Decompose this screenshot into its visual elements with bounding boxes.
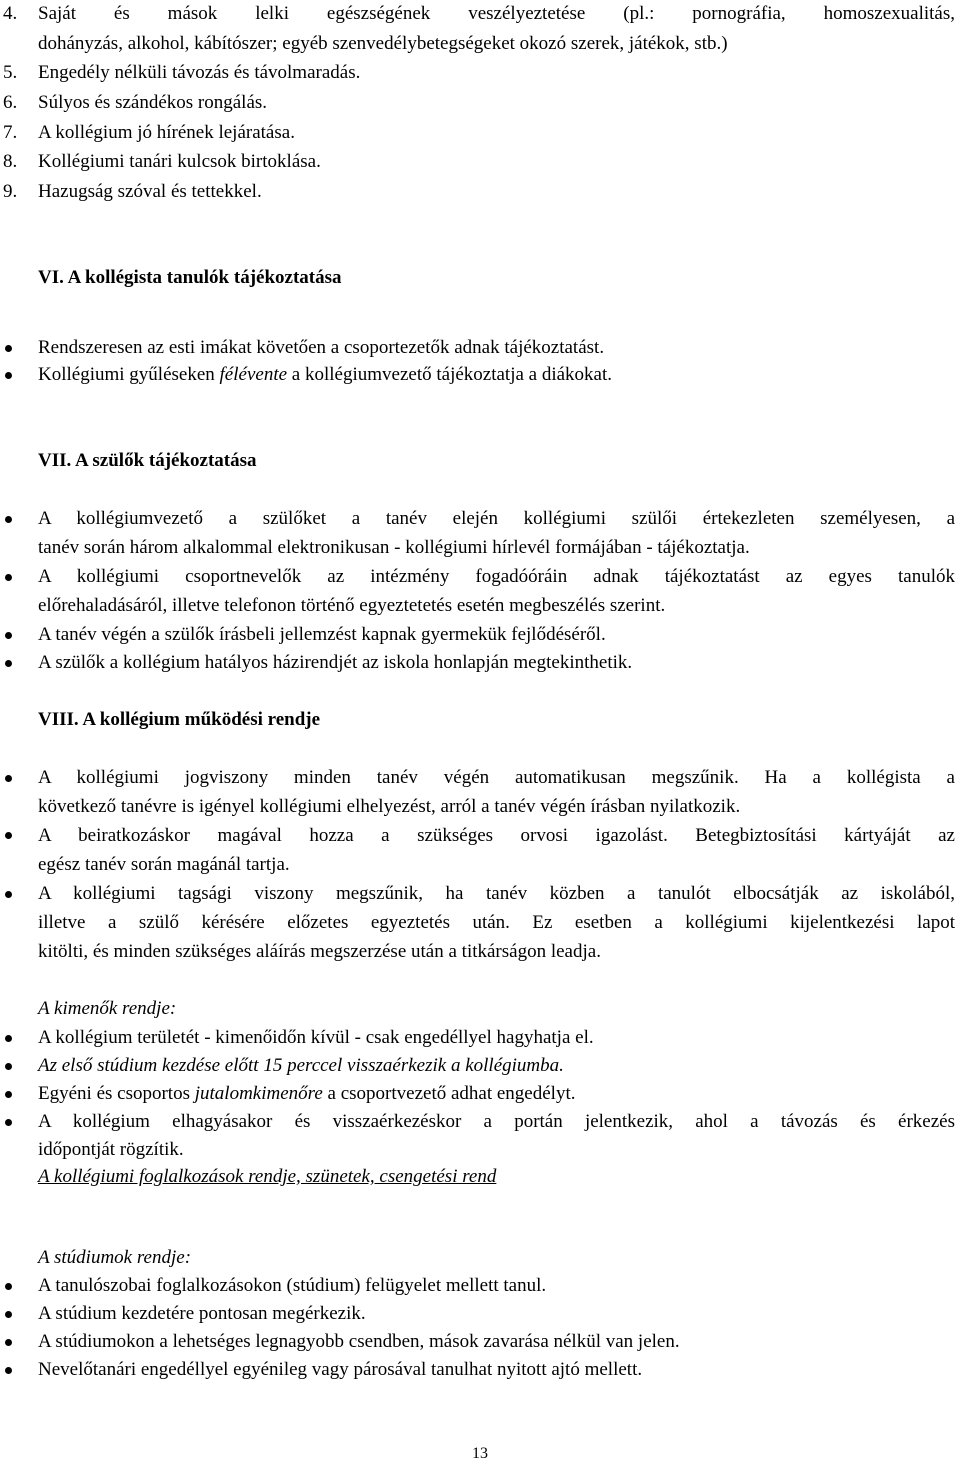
section-heading-viii [38, 706, 320, 734]
bullet-icon [5, 832, 12, 839]
subsection-title-foglalkozasok: A kollégiumi foglalkozások rendje, szünetek, csengetési rend [38, 1166, 497, 1187]
subsection-title-kimenok: A kimenők rendje: [38, 998, 177, 1019]
bullet-text-line: A kollégiumi jogviszony minden tanév végén automatikusan megszűnik. Ha a kollégista a [38, 767, 955, 788]
bullet-text-line: illetve a szülő kérésére előzetes egyeztetés után. Ez esetben a kollégiumi kijelentkezési lapot [38, 912, 955, 933]
item-number: 5. [3, 62, 18, 83]
heading-number: VIII. [38, 709, 79, 730]
bullet-text: Kollégiumi gyűléseken félévente a kollégiumvezető tájékoztatja a diákokat. [38, 364, 613, 385]
bullet-text-line: egész tanév során magánál tartja. [38, 854, 290, 875]
bullet-text-line: kitölti, és minden szükséges aláírás megszerzése után a titkárságon leadja. [38, 941, 601, 962]
bullet-text: A stúdiumokon a lehetséges legnagyobb csendben, mások zavarása nélkül van jelen. [38, 1331, 680, 1352]
heading-text: A kollégium működési rendje [82, 709, 321, 730]
bullet-icon [5, 345, 12, 352]
bullet-icon [5, 632, 12, 639]
bullet-text: A tanulószobai foglalkozásokon (stúdium) felügyelet mellett tanul. [38, 1275, 547, 1296]
bullet-text-line: tanév során három alkalommal elektronikusan - kollégiumi hírlevél formájában - tájékoztatja. [38, 537, 750, 558]
item-text-line: A kollégium jó hírének lejáratása. [38, 122, 295, 143]
italic-emphasis: félévente [219, 364, 288, 385]
item-text-line: Engedély nélküli távozás és távolmaradás. [38, 62, 361, 83]
item-text-line: Kollégiumi tanári kulcsok birtoklása. [38, 151, 321, 172]
bullet-icon [5, 1283, 12, 1290]
section-heading-vi [38, 264, 342, 292]
bullet-icon [5, 372, 12, 379]
bullet-text: A stúdium kezdetére pontosan megérkezik. [38, 1303, 366, 1324]
bullet-text: A tanév végén a szülők írásbeli jellemzést kapnak gyermekük fejlődéséről. [38, 624, 606, 645]
item-number: 8. [3, 151, 18, 172]
bullet-icon [5, 516, 12, 523]
bullet-text: Egyéni és csoportos jutalomkimenőre a csoportvezető adhat engedélyt. [38, 1083, 576, 1104]
item-text-line: dohányzás, alkohol, kábítószer; egyéb szenvedélybetegségeket okozó szerek, játékok, stb.) [38, 33, 728, 54]
bullet-icon [5, 775, 12, 782]
bullet-icon [5, 1311, 12, 1318]
item-number: 9. [3, 181, 18, 202]
bullet-text: Nevelőtanári engedéllyel egyénileg vagy párosával tanulhat nyitott ajtó mellett. [38, 1359, 643, 1380]
bullet-text-line: A kollégium elhagyásakor és visszaérkezéskor a portán jelentkezik, ahol a távozás és érkezés [38, 1111, 955, 1132]
bullet-text-line: A kollégiumi csoportnevelők az intézmény fogadóóráin adnak tájékoztatást az egyes tanulók [38, 566, 955, 587]
bullet-text: Az első stúdium kezdése előtt 15 perccel visszaérkezik a kollégiumba. [38, 1055, 564, 1076]
item-text-line: Saját és mások lelki egészségének veszélyeztetése (pl.: pornográfia, homoszexualitás, [38, 3, 955, 24]
item-number: 7. [3, 122, 18, 143]
bullet-icon [5, 1063, 12, 1070]
bullet-icon [5, 1035, 12, 1042]
italic-emphasis: jutalomkimenőre [194, 1083, 323, 1104]
item-number: 6. [3, 92, 18, 113]
heading-number: VI. [38, 267, 64, 288]
bullet-icon [5, 1339, 12, 1346]
page-number: 13 [472, 1445, 488, 1462]
bullet-text: Rendszeresen az esti imákat követően a csoportezetők adnak tájékoztatást. [38, 337, 605, 358]
section-heading-vii [38, 447, 257, 475]
item-text-line: Súlyos és szándékos rongálás. [38, 92, 268, 113]
bullet-icon [5, 574, 12, 581]
bullet-text-line: előrehaladásáról, illetve telefonon történő egyeztetetés esetén megbeszélés szerint. [38, 595, 666, 616]
bullet-icon [5, 1091, 12, 1098]
item-text-line: Hazugság szóval és tettekkel. [38, 181, 262, 202]
bullet-text-line: időpontját rögzítik. [38, 1139, 184, 1160]
bullet-text-line: A kollégiumvezető a szülőket a tanév elején kollégiumi szülői értekezleten személyesen, a [38, 508, 955, 529]
heading-text: A kollégista tanulók tájékoztatása [67, 267, 342, 288]
bullet-text-line: A beiratkozáskor magával hozza a szükséges orvosi igazolást. Betegbiztosítási kártyáját az [38, 825, 955, 846]
bullet-icon [5, 1119, 12, 1126]
bullet-text-line: következő tanévre is igényel kollégiumi elhelyezést, arról a tanév végén írásban nyilatkozik. [38, 796, 741, 817]
item-number: 4. [3, 3, 18, 24]
bullet-text: A szülők a kollégium hatályos házirendjét az iskola honlapján megtekinthetik. [38, 652, 633, 673]
heading-text: A szülők tájékoztatása [74, 450, 257, 471]
heading-number: VII. [38, 450, 72, 471]
bullet-icon [5, 891, 12, 898]
subsection-title-studiumok: A stúdiumok rendje: [38, 1247, 192, 1268]
bullet-icon [5, 1367, 12, 1374]
bullet-text-line: A kollégiumi tagsági viszony megszűnik, ha tanév közben a tanulót elbocsátják az iskolából, [38, 883, 955, 904]
bullet-icon [5, 660, 12, 667]
bullet-text: A kollégium területét - kimenőidőn kívül - csak engedéllyel hagyhatja el. [38, 1027, 594, 1048]
